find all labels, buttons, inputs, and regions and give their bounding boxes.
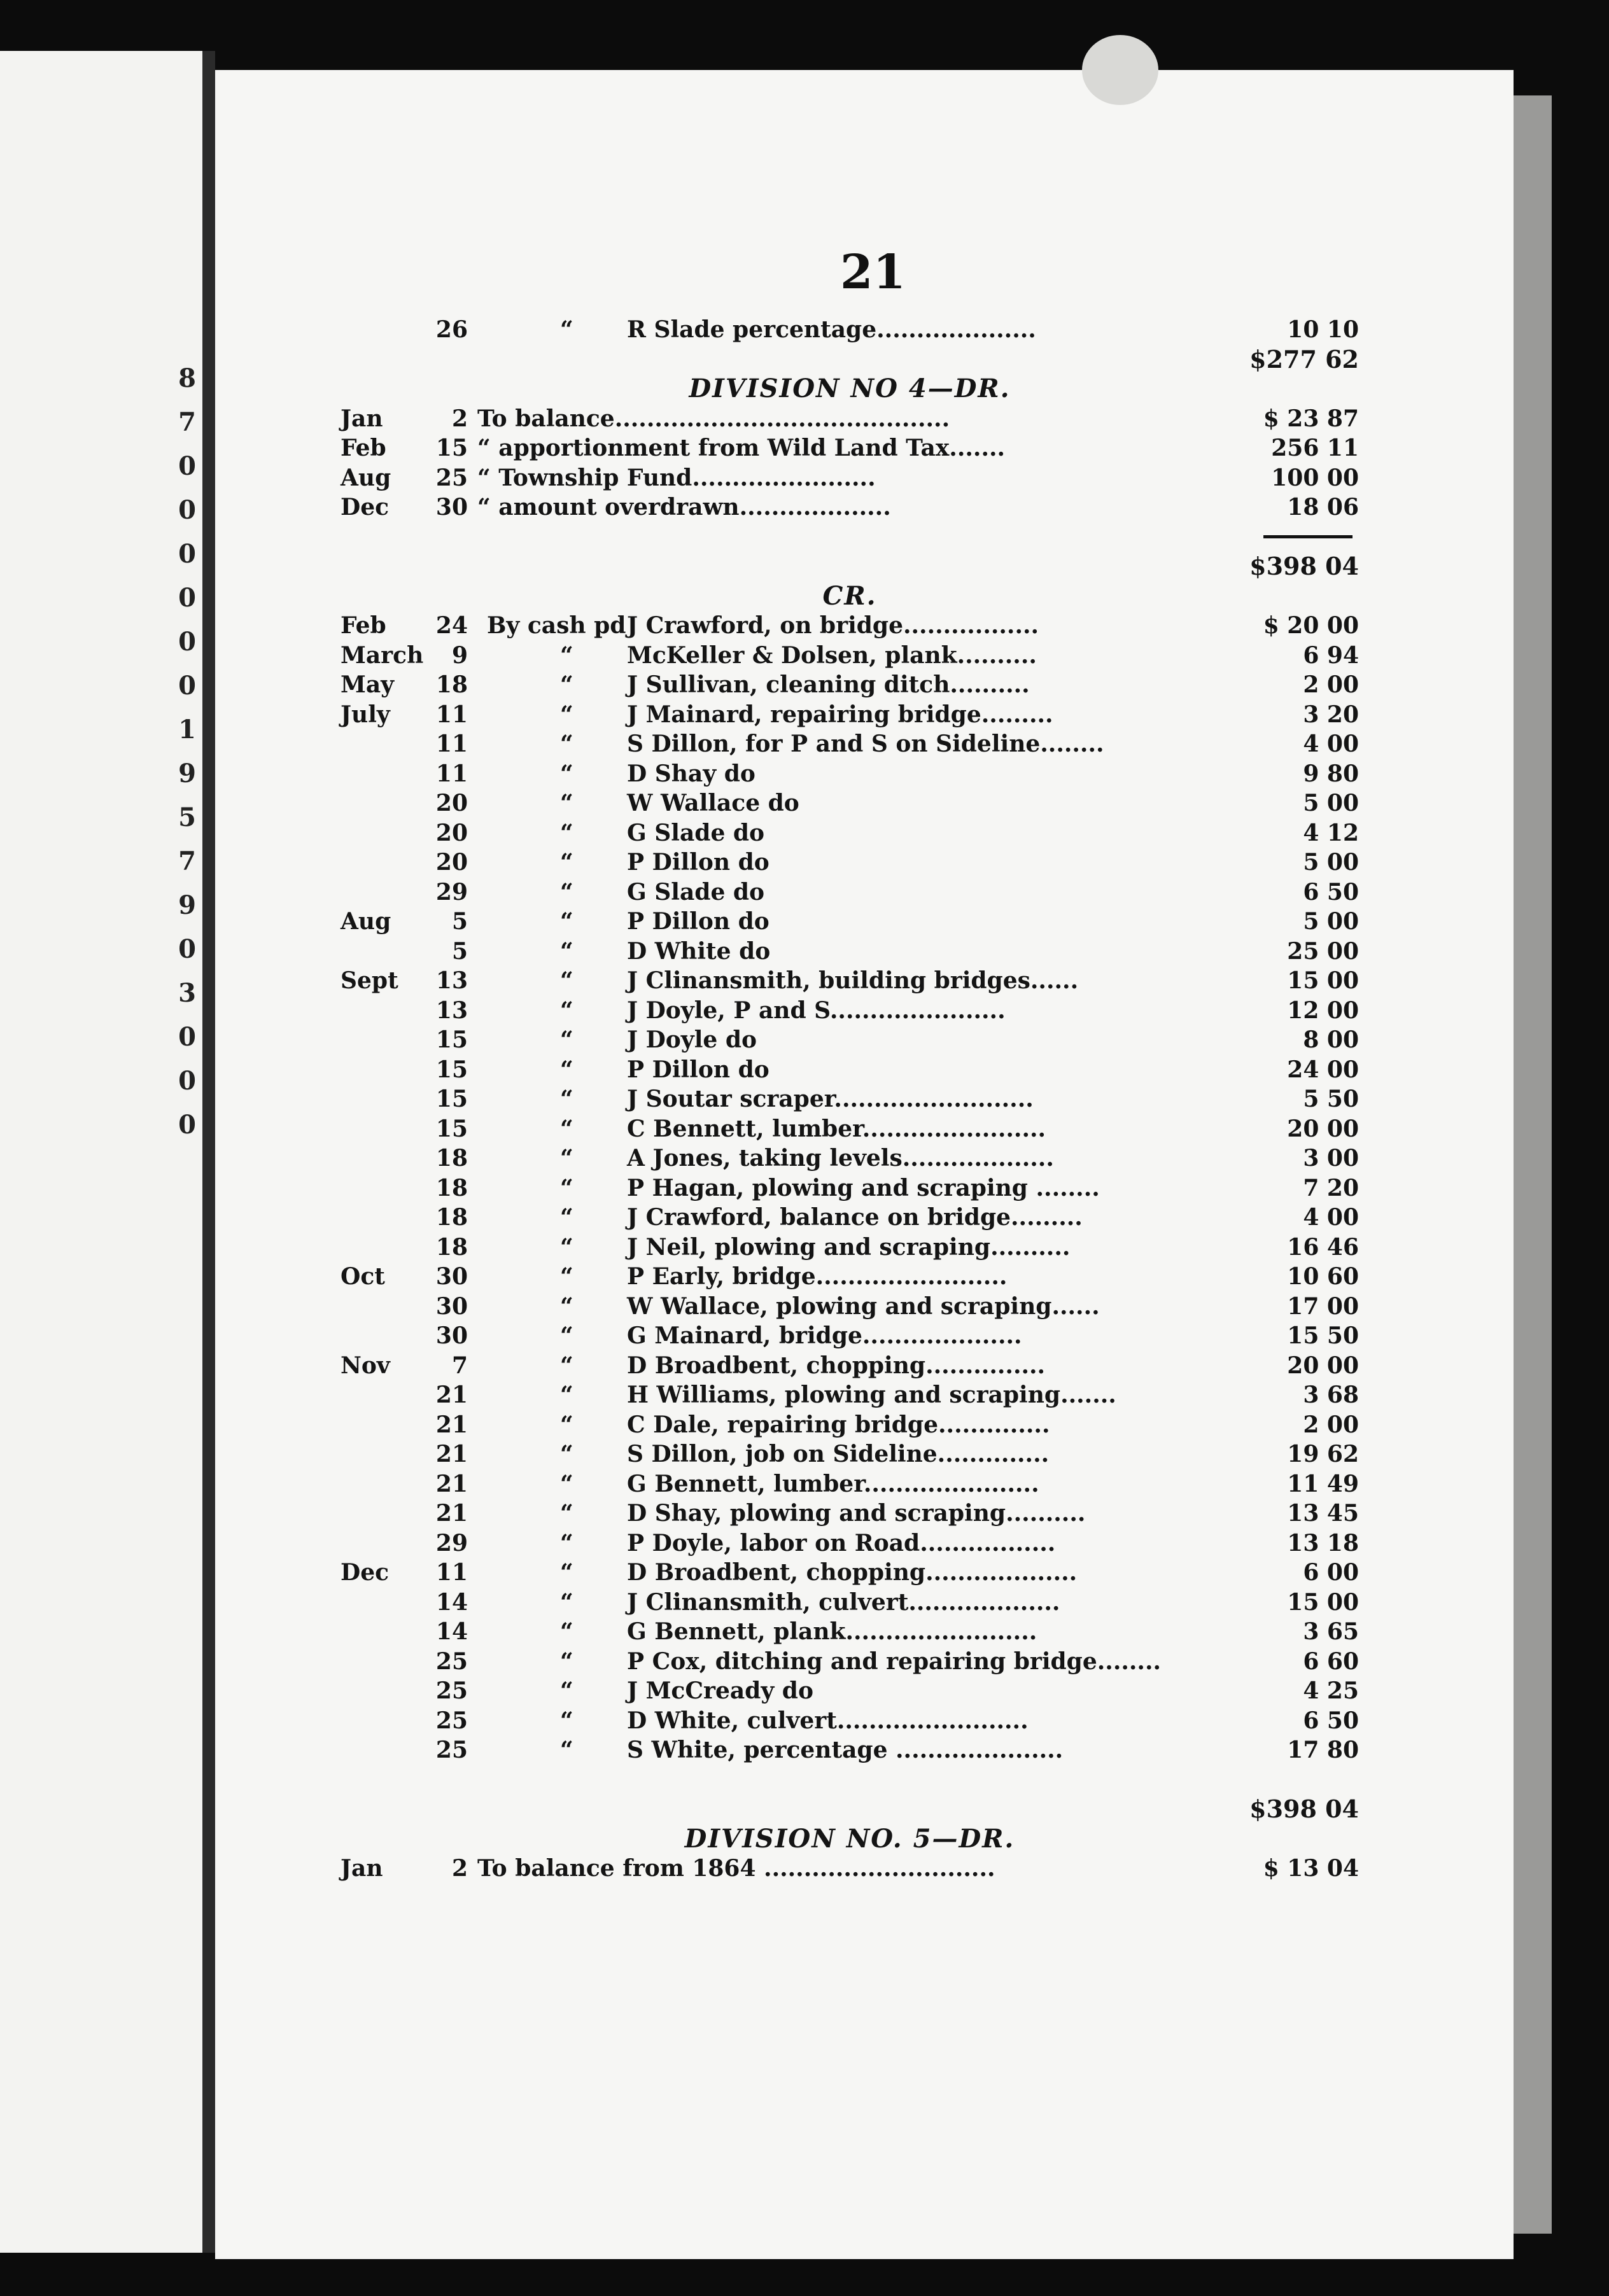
entry-ditto: “	[560, 1588, 573, 1616]
edge-digit: 0	[178, 1110, 196, 1140]
entry-day: 18	[435, 1145, 468, 1172]
entry-ditto: “	[560, 1026, 573, 1053]
entry-amount: $ 13 04	[1263, 1855, 1359, 1882]
ledger-row	[341, 878, 1359, 907]
entry-ditto: “	[560, 967, 573, 994]
edge-digit: 0	[178, 1022, 196, 1052]
entry-description: D Broadbent, chopping...................	[627, 1559, 1078, 1586]
entry-amount: 10 10	[1287, 316, 1359, 343]
entry-ditto: “	[560, 1263, 573, 1290]
entry-ditto: “	[560, 790, 573, 816]
entry-ditto: “	[560, 937, 573, 965]
entry-amount: 17 80	[1287, 1737, 1359, 1763]
ledger-row	[341, 1854, 1359, 1884]
ledger-row	[341, 996, 1359, 1026]
entry-description: To balance from 1864 .............................	[477, 1855, 995, 1882]
entry-day: 15	[435, 1115, 468, 1142]
entry-amount: 12 00	[1287, 997, 1359, 1024]
entry-description: C Dale, repairing bridge..............	[627, 1411, 1050, 1438]
entry-day: 20	[435, 849, 468, 876]
ledger-row	[341, 404, 1359, 434]
total-amount: $277 62	[1249, 344, 1359, 374]
entry-month: Nov	[341, 1352, 390, 1379]
ledger-row	[341, 463, 1359, 493]
entry-description: G Slade do	[627, 878, 765, 906]
entry-day: 5	[451, 908, 468, 935]
entry-day: 18	[435, 1174, 468, 1201]
entry-amount: 6 94	[1303, 641, 1359, 669]
ledger-row	[341, 1676, 1359, 1706]
entry-day: 21	[435, 1411, 468, 1438]
entry-description: J Clinansmith, building bridges......	[627, 967, 1079, 994]
entry-amount: 4 00	[1303, 731, 1359, 757]
entry-day: 21	[435, 1441, 468, 1467]
entry-amount: 6 00	[1303, 1559, 1359, 1586]
entry-description: G Slade do	[627, 819, 765, 846]
ledger-row	[341, 1380, 1359, 1410]
entry-day: 25	[435, 1737, 468, 1763]
ledger-row	[341, 670, 1359, 700]
entry-description: P Dillon do	[627, 908, 769, 935]
edge-digit: 7	[178, 407, 196, 437]
entry-day: 2	[451, 405, 468, 432]
entry-description: P Dillon do	[627, 849, 769, 876]
ledger-row	[341, 1617, 1359, 1647]
entry-ditto: “	[560, 819, 573, 846]
entry-amount: 11 49	[1287, 1470, 1359, 1497]
entry-day: 14	[435, 1618, 468, 1645]
entry-amount: 2 00	[1303, 671, 1359, 698]
entry-ditto: “	[560, 671, 573, 698]
entry-amount: 6 50	[1303, 1707, 1359, 1734]
ledger-row	[341, 641, 1359, 671]
entry-day: 30	[435, 494, 468, 521]
entry-description: J Sullivan, cleaning ditch..........	[627, 671, 1030, 698]
book-gutter	[202, 51, 215, 2253]
entry-description: G Bennett, plank........................	[627, 1618, 1037, 1645]
entry-description: J Neil, plowing and scraping..........	[627, 1233, 1071, 1261]
ledger-row	[341, 937, 1359, 967]
entry-amount: 256 11	[1271, 435, 1359, 461]
entry-month: Dec	[341, 1559, 390, 1586]
entry-ditto: “	[560, 1648, 573, 1675]
total-amount: $398 04	[1249, 1795, 1359, 1823]
ledger-row	[341, 1706, 1359, 1736]
ledger-row	[341, 1262, 1359, 1292]
ledger-row	[341, 818, 1359, 848]
entry-day: 11	[435, 701, 468, 728]
entry-ditto: “	[560, 1115, 573, 1142]
entry-amount: 16 46	[1287, 1233, 1359, 1261]
entry-description: R Slade percentage....................	[627, 316, 1036, 343]
entry-day: 25	[435, 464, 468, 491]
entry-ditto: “	[560, 1086, 573, 1112]
entry-description: J McCready do	[627, 1677, 813, 1704]
entry-day: 15	[435, 435, 468, 461]
entry-description: D White, culvert........................	[627, 1707, 1029, 1734]
entry-month: Feb	[341, 435, 386, 461]
entry-ditto: “	[560, 1737, 573, 1763]
entry-description: W Wallace do	[627, 790, 799, 816]
entry-day: 7	[451, 1352, 468, 1379]
entry-description: A Jones, taking levels...................	[627, 1145, 1054, 1172]
entry-day: 21	[435, 1382, 468, 1408]
edge-digit: 0	[178, 451, 196, 481]
entry-ditto: “	[560, 1441, 573, 1467]
entry-ditto: “	[560, 316, 573, 343]
entry-description: McKeller & Dolsen, plank..........	[627, 641, 1037, 669]
rule-row	[341, 522, 1359, 552]
entry-month: Sept	[341, 967, 398, 994]
entry-day: 15	[435, 1086, 468, 1112]
ledger-row	[341, 1469, 1359, 1499]
ledger-row	[341, 966, 1359, 996]
division-5-debits	[341, 1854, 1359, 1884]
ledger-total-carryover	[341, 345, 1359, 375]
entry-amount: 19 62	[1287, 1441, 1359, 1467]
ledger-row	[341, 759, 1359, 789]
ledger-row	[341, 1233, 1359, 1263]
entry-description: G Bennett, lumber......................	[627, 1470, 1039, 1497]
entry-amount: 3 00	[1303, 1145, 1359, 1172]
page-tear	[1082, 35, 1158, 105]
ledger-row-carryover	[341, 315, 1359, 345]
entry-amount: 5 00	[1303, 908, 1359, 935]
entry-day: 30	[435, 1292, 468, 1320]
edge-digit: 0	[178, 583, 196, 613]
entry-description: D Broadbent, chopping...............	[627, 1352, 1046, 1379]
entry-description: P Hagan, plowing and scraping ........	[627, 1174, 1100, 1201]
entry-day: 30	[435, 1322, 468, 1349]
entry-amount: 4 12	[1303, 819, 1359, 846]
entry-description: G Mainard, bridge....................	[627, 1322, 1022, 1349]
ledger-row	[341, 1647, 1359, 1677]
entry-day: 25	[435, 1707, 468, 1734]
entry-ditto: “	[560, 1174, 573, 1201]
entry-month: Oct	[341, 1263, 385, 1290]
ledger-row	[341, 1025, 1359, 1055]
entry-description: P Cox, ditching and repairing bridge........	[627, 1648, 1162, 1675]
entry-month: May	[341, 671, 395, 698]
entry-description: P Doyle, labor on Road.................	[627, 1529, 1056, 1557]
entry-description: “ Township Fund.......................	[477, 464, 876, 491]
entry-amount: 4 00	[1303, 1204, 1359, 1231]
entry-amount: 7 20	[1303, 1174, 1359, 1201]
entry-description: S White, percentage .....................	[627, 1737, 1064, 1763]
edge-digit: 9	[178, 890, 196, 920]
entry-day: 24	[435, 612, 468, 639]
entry-month: Jan	[341, 1855, 383, 1882]
entry-description: J Crawford, on bridge.................	[627, 612, 1039, 639]
edge-digit: 0	[178, 539, 196, 569]
ledger-row	[341, 700, 1359, 730]
entry-amount: 6 50	[1303, 878, 1359, 906]
entry-amount: 24 00	[1287, 1056, 1359, 1083]
ledger-row	[341, 1173, 1359, 1203]
ledger-row	[341, 1410, 1359, 1440]
entry-description: D White do	[627, 937, 771, 965]
entry-ditto: “	[560, 760, 573, 787]
spacer-row	[341, 1765, 1359, 1795]
entry-ditto: “	[560, 1411, 573, 1438]
edge-digit: 5	[178, 802, 196, 832]
ledger-row	[341, 433, 1359, 463]
total-amount: $398 04	[1249, 552, 1359, 580]
division-4-credit-total	[341, 1795, 1359, 1824]
entry-description: P Dillon do	[627, 1056, 769, 1083]
edge-digit: 0	[178, 627, 196, 657]
entry-amount: 5 00	[1303, 790, 1359, 816]
entry-amount: 8 00	[1303, 1026, 1359, 1053]
entry-ditto: “	[560, 1145, 573, 1172]
ledger-row	[341, 1439, 1359, 1469]
entry-day: 11	[435, 760, 468, 787]
entry-amount: 17 00	[1287, 1292, 1359, 1320]
ledger-body	[341, 315, 1359, 1884]
ledger-row	[341, 1351, 1359, 1381]
ledger-row	[341, 1321, 1359, 1351]
edge-digit: 0	[178, 934, 196, 964]
entry-ditto: “	[560, 878, 573, 906]
entry-ditto: “	[560, 1382, 573, 1408]
entry-ditto: “	[560, 1677, 573, 1704]
entry-month: July	[341, 701, 390, 728]
ledger-row	[341, 1735, 1359, 1765]
ledger-row	[341, 1558, 1359, 1588]
entry-ditto: “	[560, 1352, 573, 1379]
ledger-row	[341, 611, 1359, 641]
total-rule	[1263, 535, 1353, 538]
entry-amount: 100 00	[1271, 464, 1359, 491]
ledger-row	[341, 1203, 1359, 1233]
entry-ditto: “	[560, 1292, 573, 1320]
ledger-row	[341, 848, 1359, 878]
entry-amount: 2 00	[1303, 1411, 1359, 1438]
entry-day: 11	[435, 1559, 468, 1586]
entry-amount: 4 25	[1303, 1677, 1359, 1704]
ledger-row	[341, 729, 1359, 759]
entry-day: 20	[435, 819, 468, 846]
division-5-heading: DIVISION NO. 5—DR.	[684, 1823, 1015, 1854]
entry-day: 11	[435, 731, 468, 757]
entry-description: P Early, bridge........................	[627, 1263, 1008, 1290]
entry-day: 26	[435, 316, 468, 343]
entry-description: J Crawford, balance on bridge.........	[627, 1204, 1083, 1231]
entry-amount: 15 00	[1287, 967, 1359, 994]
ledger-row	[341, 1292, 1359, 1322]
entry-amount: 13 18	[1287, 1529, 1359, 1557]
entry-amount: 20 00	[1287, 1115, 1359, 1142]
entry-ditto: “	[560, 701, 573, 728]
entry-amount: 10 60	[1287, 1263, 1359, 1290]
edge-digit: 7	[178, 846, 196, 876]
entry-amount: 9 80	[1303, 760, 1359, 787]
entry-description: J Mainard, repairing bridge.........	[627, 701, 1053, 728]
entry-description: “ amount overdrawn...................	[477, 494, 891, 521]
entry-ditto: “	[560, 1529, 573, 1557]
entry-month: Jan	[341, 405, 383, 432]
division-4-debit-total	[341, 552, 1359, 582]
entry-amount: 15 50	[1287, 1322, 1359, 1349]
division-4-debits	[341, 404, 1359, 522]
entry-description: J Doyle do	[627, 1026, 757, 1053]
entry-day: 25	[435, 1677, 468, 1704]
entry-ditto: “	[560, 1707, 573, 1734]
left-page-edge-digits	[177, 356, 196, 1147]
ledger-row	[341, 1588, 1359, 1618]
ledger-row	[341, 1114, 1359, 1144]
entry-amount: 13 45	[1287, 1500, 1359, 1527]
division-4-heading: DIVISION NO 4—DR.	[689, 374, 1011, 403]
page-number: 21	[840, 245, 906, 300]
ledger-row	[341, 493, 1359, 522]
entry-day: 29	[435, 878, 468, 906]
entry-amount: 5 50	[1303, 1086, 1359, 1112]
ledger-row	[341, 1144, 1359, 1173]
entry-description: S Dillon, for P and S on Sideline........	[627, 731, 1104, 757]
entry-month: Aug	[341, 908, 391, 935]
entry-ditto: “	[560, 1618, 573, 1645]
edge-digit: 0	[178, 1066, 196, 1096]
entry-amount: $ 23 87	[1263, 405, 1359, 432]
entry-day: 2	[451, 1855, 468, 1882]
entry-amount: 18 06	[1287, 494, 1359, 521]
entry-day: 18	[435, 1233, 468, 1261]
entry-description: D Shay, plowing and scraping..........	[627, 1500, 1086, 1527]
entry-description: C Bennett, lumber.......................	[627, 1115, 1046, 1142]
edge-digit: 0	[178, 495, 196, 525]
entry-amount: 20 00	[1287, 1352, 1359, 1379]
entry-ditto: “	[560, 997, 573, 1024]
entry-ditto: “	[560, 1056, 573, 1083]
entry-ditto: By cash pd	[487, 612, 626, 639]
entry-day: 14	[435, 1588, 468, 1616]
entry-description: S Dillon, job on Sideline..............	[627, 1441, 1050, 1467]
edge-digit: 3	[178, 978, 196, 1008]
entry-day: 5	[451, 937, 468, 965]
entry-amount: 6 60	[1303, 1648, 1359, 1675]
entry-day: 18	[435, 1204, 468, 1231]
left-page-edge	[0, 51, 206, 2253]
entry-ditto: “	[560, 731, 573, 757]
entry-amount: 3 68	[1303, 1382, 1359, 1408]
entry-day: 18	[435, 671, 468, 698]
edge-digit: 8	[178, 363, 196, 393]
entry-amount: 3 20	[1303, 701, 1359, 728]
entry-day: 20	[435, 790, 468, 816]
entry-description: J Soutar scraper.........................	[627, 1086, 1034, 1112]
entry-ditto: “	[560, 1559, 573, 1586]
entry-description: “ apportionment from Wild Land Tax.......	[477, 435, 1006, 461]
entry-amount: 25 00	[1287, 937, 1359, 965]
entry-description: W Wallace, plowing and scraping......	[627, 1292, 1100, 1320]
entry-ditto: “	[560, 641, 573, 669]
entry-ditto: “	[560, 1233, 573, 1261]
ledger-row	[341, 1499, 1359, 1529]
division-4-credits	[341, 611, 1359, 1765]
entry-day: 21	[435, 1500, 468, 1527]
entry-day: 25	[435, 1648, 468, 1675]
entry-day: 21	[435, 1470, 468, 1497]
ledger-row	[341, 1529, 1359, 1558]
entry-ditto: “	[560, 849, 573, 876]
entry-day: 13	[435, 997, 468, 1024]
entry-ditto: “	[560, 1322, 573, 1349]
entry-ditto: “	[560, 1500, 573, 1527]
entry-ditto: “	[560, 1204, 573, 1231]
entry-amount: 3 65	[1303, 1618, 1359, 1645]
entry-day: 9	[451, 641, 468, 669]
ledger-row	[341, 1084, 1359, 1114]
edge-digit: 1	[178, 715, 196, 745]
entry-ditto: “	[560, 1470, 573, 1497]
entry-description: H Williams, plowing and scraping.......	[627, 1382, 1116, 1408]
edge-digit: 0	[178, 671, 196, 701]
page-stack-edge	[1514, 95, 1552, 2234]
entry-amount: 5 00	[1303, 849, 1359, 876]
entry-month: Feb	[341, 612, 386, 639]
entry-amount: 15 00	[1287, 1588, 1359, 1616]
edge-digit: 9	[178, 759, 196, 788]
entry-day: 30	[435, 1263, 468, 1290]
ledger-row	[341, 1055, 1359, 1085]
entry-day: 29	[435, 1529, 468, 1557]
entry-amount: $ 20 00	[1263, 612, 1359, 639]
entry-description: J Clinansmith, culvert...................	[627, 1588, 1060, 1616]
entry-description: D Shay do	[627, 760, 755, 787]
entry-description: To balance..........................................	[477, 405, 950, 432]
entry-month: March	[341, 641, 424, 669]
entry-description: J Doyle, P and S......................	[627, 997, 1006, 1024]
entry-ditto: “	[560, 908, 573, 935]
entry-day: 13	[435, 967, 468, 994]
ledger-row	[341, 788, 1359, 818]
entry-day: 15	[435, 1026, 468, 1053]
entry-day: 15	[435, 1056, 468, 1083]
division-4-credit-heading: CR.	[822, 580, 877, 611]
ledger-row	[341, 907, 1359, 937]
entry-month: Aug	[341, 464, 391, 491]
entry-month: Dec	[341, 494, 390, 521]
